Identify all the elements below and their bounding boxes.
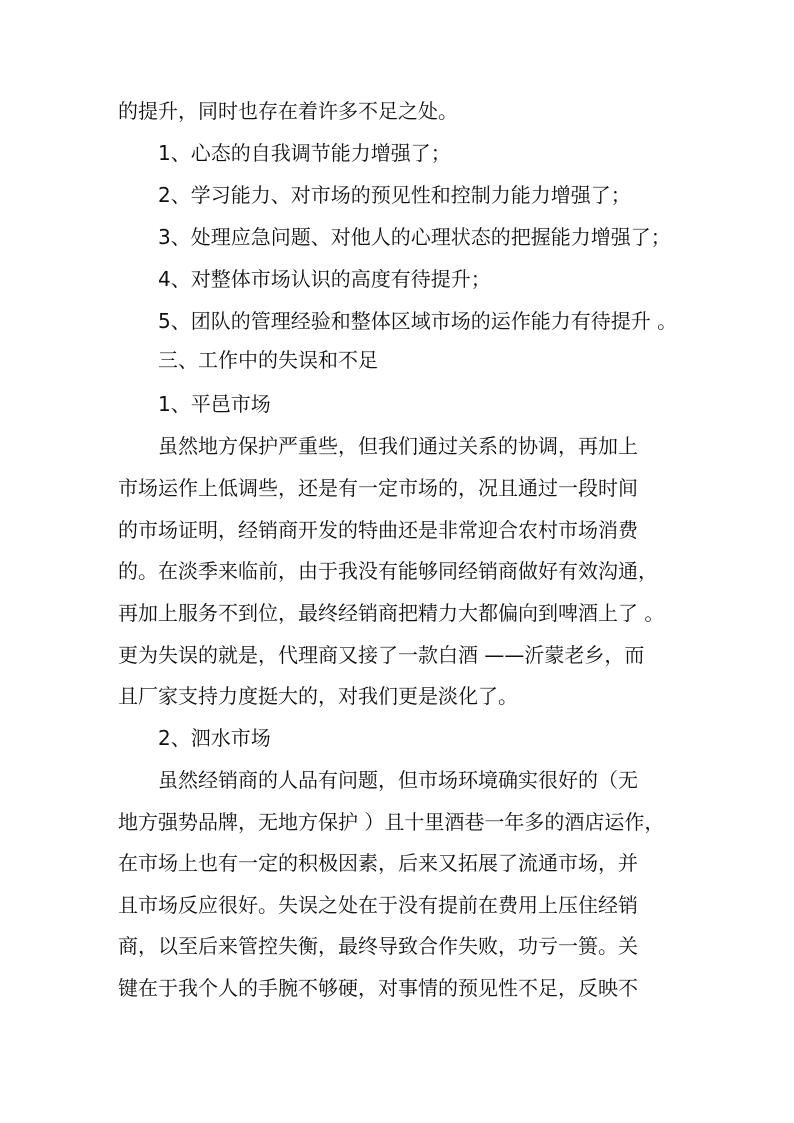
section-heading: 三、工作中的失误和不足 <box>158 348 378 372</box>
list-item-4: 4、对整体市场认识的高度有待提升； <box>158 267 491 291</box>
paragraph-continuation-line: 的提升，同时也存在着许多不足之处。 <box>118 99 458 123</box>
paragraph-line: 的市场证明，经销商开发的特曲还是非常迎合农村市场消费 <box>118 518 638 542</box>
paragraph-line: 虽然地方保护严重些，但我们通过关系的协调，再加上 <box>158 434 638 458</box>
paragraph-line: 更为失误的就是，代理商又接了一款白酒 ——沂蒙老乡，而 <box>118 643 645 667</box>
paragraph-line: 键在于我个人的手腕不够硬，对事情的预见性不足，反映不 <box>118 976 638 1000</box>
paragraph-line: 且市场反应很好。失误之处在于没有提前在费用上压住经销 <box>118 893 638 917</box>
list-item-1: 1、心态的自我调节能力增强了； <box>158 141 451 165</box>
subsection-heading-pingyi: 1、平邑市场 <box>158 392 271 416</box>
list-item-5: 5、团队的管理经验和整体区域市场的运作能力有待提升 。 <box>158 309 678 333</box>
paragraph-line: 虽然经销商的人品有问题，但市场环境确实很好的（无 <box>158 768 638 792</box>
paragraph-line: 市场运作上低调些，还是有一定市场的，况且通过一段时间 <box>118 476 638 500</box>
paragraph-line: 的。在淡季来临前，由于我没有能够同经销商做好有效沟通， <box>118 559 658 583</box>
paragraph-line: 地方强势品牌，无地方保护 ）且十里酒巷一年多的酒店运作， <box>118 810 665 834</box>
paragraph-line: 再加上服务不到位，最终经销商把精力大都偏向到啤酒上了 。 <box>118 601 665 625</box>
list-item-3: 3、处理应急问题、对他人的心理状态的把握能力增强了； <box>158 225 671 249</box>
paragraph-line: 在市场上也有一定的积极因素，后来又拓展了流通市场，并 <box>118 851 638 875</box>
paragraph-line: 且厂家支持力度挺大的，对我们更是淡化了。 <box>118 684 518 708</box>
list-item-2: 2、学习能力、对市场的预见性和控制力能力增强了； <box>158 183 631 207</box>
subsection-heading-sishui: 2、泗水市场 <box>158 726 271 750</box>
paragraph-line: 商，以至后来管控失衡，最终导致合作失败，功亏一篑。关 <box>118 934 638 958</box>
